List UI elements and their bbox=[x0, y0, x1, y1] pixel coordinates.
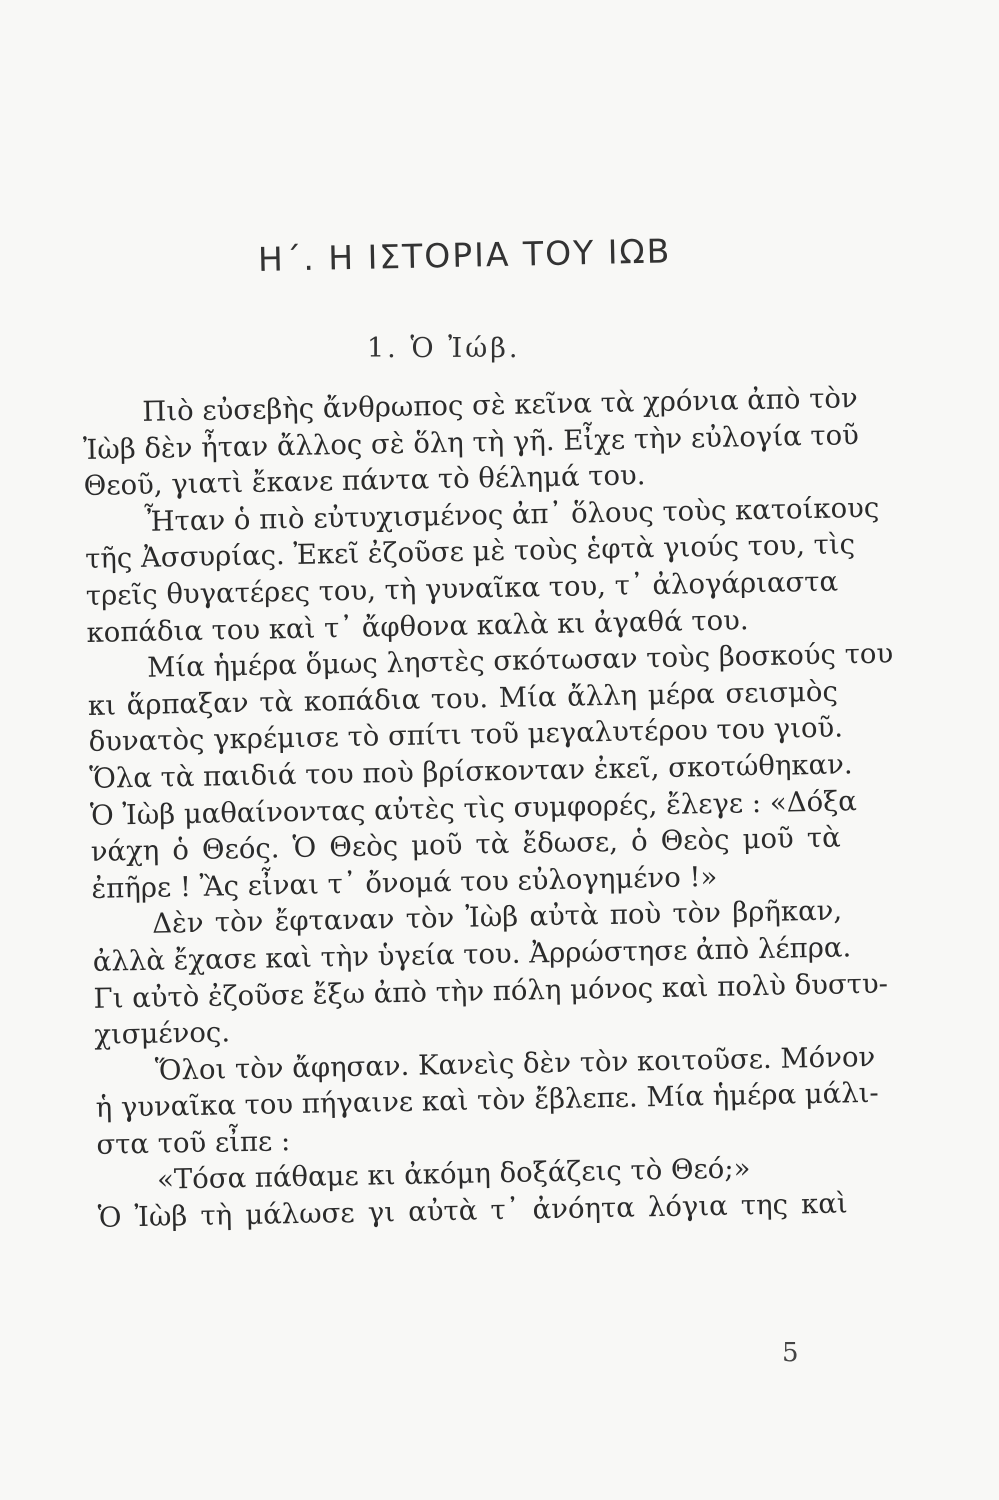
text-line: Πιὸ εὐσεβὴς ἄνθρωπος σὲ κεῖνα τὰ χρόνια ἀπὸ τὸν bbox=[142, 382, 858, 428]
text-line: Θεοῦ, γιατὶ ἔκανε πάντα τὸ θέλημά του. bbox=[83, 459, 646, 503]
body-text bbox=[82, 381, 894, 1237]
text-line: δυνατὸς γκρέμισε τὸ σπίτι τοῦ μεγαλυτέρου του γιοῦ. bbox=[88, 711, 844, 759]
section-title: 1. Ὁ Ἰώβ. bbox=[367, 333, 521, 364]
text-line: Ὅλοι τὸν ἄφησαν. Κανεὶς δὲν τὸν κοιτοῦσε. Μόνον bbox=[154, 1040, 876, 1087]
chapter-title: Η΄. Η ΙΣΤΟΡΙΑ ΤΟΥ ΙΩΒ bbox=[257, 231, 672, 279]
text-line: Ὁ Ἰὼβ τὴ μάλωσε γι αὐτὰ τ᾽ ἀνόητα λόγια της καὶ bbox=[97, 1187, 848, 1234]
text-line: τῆς Ἀσσυρίας. Ἐκεῖ ἐζοῦσε μὲ τοὺς ἑφτὰ γιούς του, τὶς bbox=[84, 528, 856, 576]
text-line: ἡ γυναῖκα του πήγαινε καὶ τὸν ἔβλεπε. Μία ἡμέρα μάλι- bbox=[95, 1077, 879, 1125]
page-number: 5 bbox=[782, 1338, 799, 1368]
text-line: ἐπῆρε ! Ἂς εἶναι τ᾽ ὄνομά του εὐλογημένο !» bbox=[91, 860, 718, 905]
text-line: Ὁ Ἰὼβ μαθαίνοντας αὐτὲς τὶς συμφορές, ἔλεγε : «Δόξα bbox=[89, 784, 858, 832]
text-line: Μία ἡμέρα ὅμως ληστὲς σκότωσαν τοὺς βοσκούς του bbox=[146, 637, 894, 684]
text-line: Ὅλα τὰ παιδιά του ποὺ βρίσκονταν ἐκεῖ, σκοτώθηκαν. bbox=[89, 748, 853, 795]
text-line: νάχη ὁ Θεός. Ὁ Θεὸς μοῦ τὰ ἔδωσε, ὁ Θεὸς μοῦ τὰ bbox=[90, 821, 841, 869]
text-line: Ἦταν ὁ πιὸ εὐτυχισμένος ἀπ᾽ ὅλους τοὺς κατοίκους bbox=[144, 491, 880, 538]
text-line: «Τόσα πάθαμε κι ἀκόμη δοξάζεις τὸ Θεό;» bbox=[156, 1152, 751, 1197]
text-line: κοπάδια του καὶ τ᾽ ἄφθονα καλὰ κι ἀγαθά του. bbox=[86, 603, 749, 649]
text-line: στα τοῦ εἶπε : bbox=[96, 1125, 291, 1161]
text-line: Ἰὼβ δὲν ἦταν ἄλλος σὲ ὅλη τὴ γῆ. Εἶχε τὴν εὐλογία τοῦ bbox=[82, 418, 860, 466]
text-line: κι ἅρπαξαν τὰ κοπάδια του. Μία ἄλλη μέρα σεισμὸς bbox=[87, 675, 839, 722]
text-line: τρεῖς θυγατέρες του, τὴ γυναῖκα του, τ᾽ ἀλογάριαστα bbox=[85, 565, 839, 612]
text-line: Γι αὐτὸ ἐζοῦσε ἔξω ἀπὸ τὴν πόλη μόνος καὶ πολὺ δυστυ- bbox=[93, 967, 889, 1015]
text-line: χισμένος. bbox=[93, 1016, 231, 1051]
text-line: Δὲν τὸν ἔφταναν τὸν Ἰὼβ αὐτὰ ποὺ τὸν βρῆκαν, bbox=[151, 894, 843, 941]
text-line: ἀλλὰ ἔχασε καὶ τὴν ὑγεία του. Ἀρρώστησε ἀπὸ λέπρα. bbox=[92, 931, 852, 978]
